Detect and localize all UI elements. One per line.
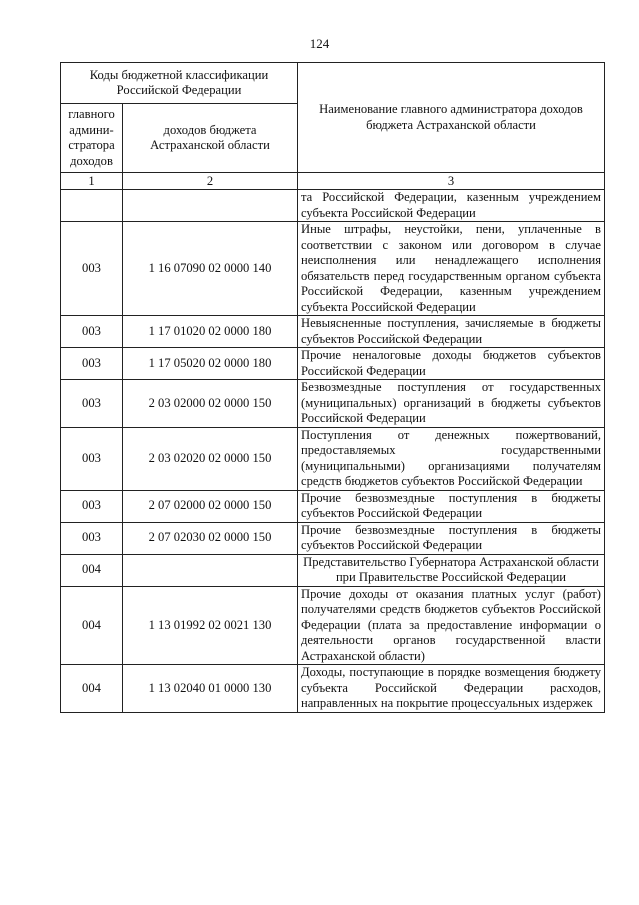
table-row <box>61 490 605 522</box>
admin-code-cell: 004 <box>61 586 123 665</box>
table-row <box>61 316 605 348</box>
income-name-cell: Прочие неналоговые доходы бюджетов субъектов Российской Федерации <box>298 348 605 380</box>
admin-code-cell: 003 <box>61 222 123 316</box>
table-row <box>61 586 605 665</box>
admin-code-cell: 004 <box>61 665 123 713</box>
income-code-cell: 1 13 02040 01 0000 130 <box>123 665 298 713</box>
income-code-cell: 2 07 02000 02 0000 150 <box>123 490 298 522</box>
admin-code-cell: 003 <box>61 490 123 522</box>
table-row <box>61 190 605 222</box>
column-number-1: 1 <box>61 173 123 190</box>
income-name-cell: Прочие доходы от оказания платных услуг (работ) получателями средств бюджетов субъектов Российской Федерации (плата за предоставление информации о деятельности органов государственной власти Астраханской области) <box>298 586 605 665</box>
income-code-cell: 2 03 02000 02 0000 150 <box>123 380 298 428</box>
income-code-cell: 2 07 02030 02 0000 150 <box>123 522 298 554</box>
income-code-cell <box>123 190 298 222</box>
column-number-3: 3 <box>298 173 605 190</box>
table-row <box>61 348 605 380</box>
admin-code-cell <box>61 190 123 222</box>
admin-code-cell: 004 <box>61 554 123 586</box>
admin-code-cell: 003 <box>61 427 123 490</box>
admin-code-cell: 003 <box>61 348 123 380</box>
header-main-administrator: главного админи-стратора доходов <box>61 104 123 173</box>
table-row <box>61 554 605 586</box>
income-code-cell: 1 13 01992 02 0021 130 <box>123 586 298 665</box>
income-name-cell: Доходы, поступающие в порядке возмещения бюджету субъекта Российской Федерации расходов, направленных на покрытие процессуальных издержек <box>298 665 605 713</box>
budget-classification-table <box>60 62 605 713</box>
page-number: 124 <box>309 36 330 51</box>
income-code-cell: 1 17 01020 02 0000 180 <box>123 316 298 348</box>
income-name-cell: та Российской Федерации, казенным учреждением субъекта Российской Федерации <box>298 190 605 222</box>
table-row <box>61 222 605 316</box>
header-budget-income: доходов бюджета Астраханской области <box>123 104 298 173</box>
income-name-cell: Безвозмездные поступления от государственных (муниципальных) организаций в бюджеты субъектов Российской Федерации <box>298 380 605 428</box>
income-name-cell: Иные штрафы, неустойки, пени, уплаченные в соответствии с законом или договором в случае неисполнения или ненадлежащего исполнения обязательств перед государственным органом субъекта Российской Федерации, казенным учреждением субъекта Российской Федерации <box>298 222 605 316</box>
income-name-cell: Прочие безвозмездные поступления в бюджеты субъектов Российской Федерации <box>298 522 605 554</box>
table-row <box>61 665 605 713</box>
income-code-cell <box>123 554 298 586</box>
income-code-cell: 1 16 07090 02 0000 140 <box>123 222 298 316</box>
header-administrator-name: Наименование главного администратора доходов бюджета Астраханской области <box>298 63 605 173</box>
table-row <box>61 380 605 428</box>
income-name-cell: Поступления от денежных пожертвований, предоставляемых государственными (муниципальными) организациями получателям средств бюджетов субъектов Российской Федерации <box>298 427 605 490</box>
column-number-2: 2 <box>123 173 298 190</box>
income-code-cell: 2 03 02020 02 0000 150 <box>123 427 298 490</box>
income-name-cell: Невыясненные поступления, зачисляемые в бюджеты субъектов Российской Федерации <box>298 316 605 348</box>
table-row <box>61 522 605 554</box>
header-codes-group: Коды бюджетной классификации Российской Федерации <box>61 63 298 104</box>
admin-code-cell: 003 <box>61 522 123 554</box>
admin-code-cell: 003 <box>61 380 123 428</box>
table-row <box>61 427 605 490</box>
admin-code-cell: 003 <box>61 316 123 348</box>
income-name-cell: Прочие безвозмездные поступления в бюджеты субъектов Российской Федерации <box>298 490 605 522</box>
income-code-cell: 1 17 05020 02 0000 180 <box>123 348 298 380</box>
administrator-title-cell: Представительство Губернатора Астраханской области при Правительстве Российской Федерации <box>298 554 605 586</box>
